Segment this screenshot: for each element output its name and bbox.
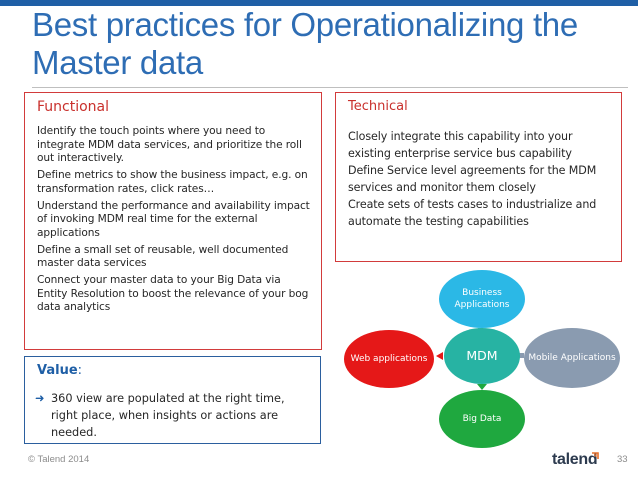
technical-item: Closely integrate this capability into your existing enterprise service bus capability bbox=[348, 130, 573, 160]
talend-logo-mark-icon bbox=[591, 452, 599, 460]
arrow-right-icon: ➜ bbox=[35, 392, 45, 405]
value-heading-colon: : bbox=[77, 363, 83, 378]
big-data-node: Big Data bbox=[439, 390, 525, 448]
value-item-text: 360 view are populated at the right time, right place, when insights or actions are needed. bbox=[51, 392, 285, 439]
value-heading-text: Value bbox=[37, 363, 78, 378]
technical-item: Define Service level agreements for the MDM services and monitor them closely bbox=[348, 164, 597, 194]
mdm-center-node: MDM bbox=[444, 328, 520, 384]
copyright-footer: © Talend 2014 bbox=[28, 454, 90, 465]
talend-logo: talend bbox=[552, 451, 598, 468]
functional-item: Understand the performance and availability impact of invoking MDM real time for the external applications bbox=[37, 199, 310, 239]
technical-heading: Technical bbox=[348, 99, 408, 114]
functional-item: Define metrics to show the business impact, e.g. on transformation rates, click rates… bbox=[37, 169, 308, 195]
functional-item: Define a small set of reusable, well documented master data services bbox=[37, 243, 289, 270]
web-applications-node: Web applications bbox=[344, 330, 434, 388]
functional-item: Identify the touch points where you need to integrate MDM data services, and prioritize the roll out interactively. bbox=[37, 125, 302, 165]
functional-heading: Functional bbox=[37, 99, 110, 115]
mobile-applications-node: Mobile Applications bbox=[524, 328, 620, 388]
business-applications-node: Business Applications bbox=[439, 270, 525, 328]
technical-item: Create sets of tests cases to industrialize and automate the testing capabilities bbox=[348, 198, 597, 228]
functional-item: Connect your master data to your Big Data via Entity Resolution to boost the relevance of your bog data analytics bbox=[37, 274, 309, 314]
page-number: 33 bbox=[617, 454, 628, 465]
slide-title: Best practices for Operationalizing the Master data bbox=[32, 6, 578, 81]
connector-left-arrow bbox=[436, 352, 443, 360]
